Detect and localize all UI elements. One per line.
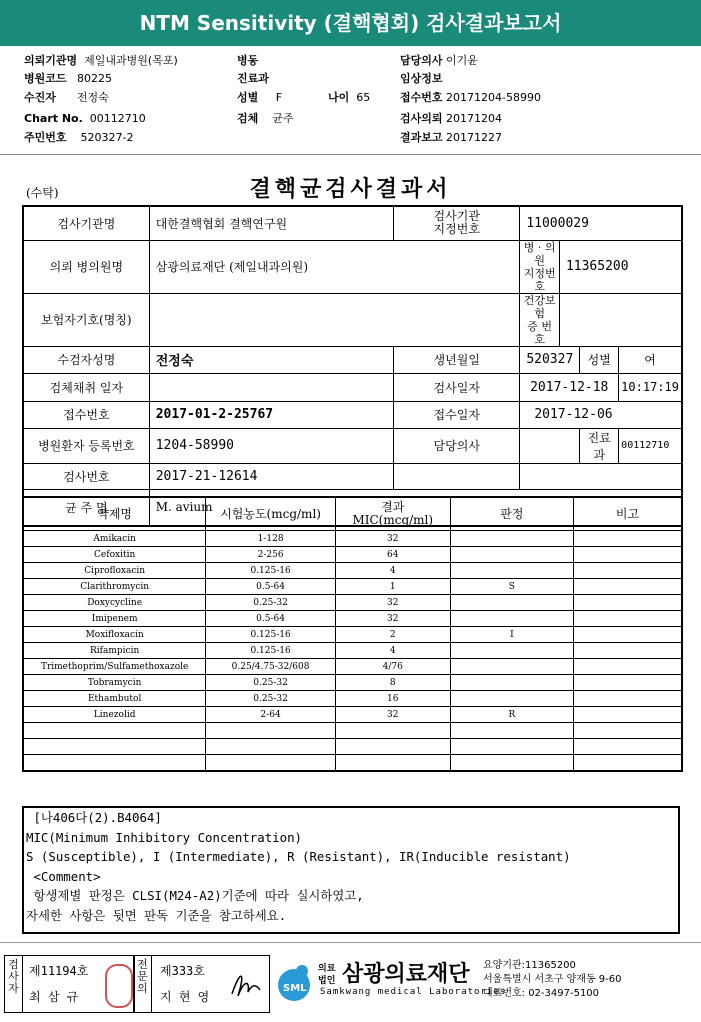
range-cell: 1-128	[206, 531, 336, 547]
sml-logo-icon	[274, 961, 314, 1001]
org-address: 서울특별시 서초구 양재동 9-60	[483, 974, 622, 985]
comment-line: [나406다(2).B4064]	[26, 810, 162, 825]
interp-cell	[450, 563, 573, 579]
collector-value: 전정숙	[76, 91, 109, 104]
drug-name-cell: Doxycycline	[23, 595, 206, 611]
drug-name-cell	[23, 755, 206, 772]
interp-cell: I	[450, 627, 573, 643]
range-cell: 0.125-16	[206, 563, 336, 579]
lab-name-value: 대한결핵협회 결핵연구원	[149, 206, 393, 240]
note-cell	[574, 659, 682, 675]
receipt-label: (수탁)	[26, 186, 59, 200]
table-row	[23, 723, 682, 739]
interp-cell: S	[450, 579, 573, 595]
drug-name-cell: Ethambutol	[23, 691, 206, 707]
request-header	[0, 52, 701, 152]
table-row	[23, 659, 682, 675]
rcv-no-label: 접수번호	[23, 401, 149, 428]
sex-label: 성별	[237, 91, 259, 104]
susceptibility-table	[22, 496, 683, 772]
request-date-value: 20171204	[446, 112, 503, 125]
range-cell: 2-64	[206, 707, 336, 723]
drug-name-cell: Trimethoprim/Sulfamethoxazole	[23, 659, 206, 675]
mic-cell: 1	[335, 579, 450, 595]
comment-line: MIC(Minimum Inhibitory Concentration)	[26, 829, 303, 845]
dept-label: 진료과	[237, 72, 269, 85]
mic-cell: 32	[335, 531, 450, 547]
interp-cell	[450, 531, 573, 547]
range-cell: 0.125-16	[206, 643, 336, 659]
strain-value: M. avium	[149, 489, 682, 526]
sml-logo-text: SML	[283, 983, 307, 994]
ref-hospital-value: 삼광의료재단 (제일내과의원)	[149, 240, 520, 293]
chart-no-value: 00112710	[89, 112, 146, 125]
note-cell	[574, 691, 682, 707]
doctor-label-report: 담당의사	[394, 428, 520, 463]
lab-no-value: 11000029	[520, 206, 682, 240]
sex-value-report: 여	[619, 346, 682, 373]
drug-name-cell: Tobramycin	[23, 675, 206, 691]
lab-name-label: 검사기관명	[23, 206, 149, 240]
patient-name-value: 전정숙	[149, 346, 393, 373]
lab-no-label: 검사기관 지정번호	[394, 206, 520, 240]
note-cell	[574, 707, 682, 723]
note-cell	[574, 595, 682, 611]
comment-box	[22, 806, 680, 934]
note-cell	[574, 579, 682, 595]
ward-label: 병동	[237, 54, 259, 67]
seal-icon	[105, 964, 133, 1008]
hospital-code-value: 80225	[77, 72, 113, 85]
age-value: 65	[356, 91, 371, 104]
note-cell	[574, 739, 682, 755]
table-row	[23, 755, 682, 772]
note-cell	[574, 611, 682, 627]
clinical-info-label: 임상정보	[400, 72, 443, 85]
drug-name-cell: Cefoxitin	[23, 547, 206, 563]
range-cell: 0.25/4.75-32/608	[206, 659, 336, 675]
comment-line: 항생제별 판정은 CLSI(M24-A2)기준에 따라 실시하였고,	[26, 888, 364, 903]
patient-name-label: 수검자성명	[23, 346, 149, 373]
signature-footer	[0, 942, 701, 1022]
reg-no-label: 병원환자 등록번호	[23, 428, 149, 463]
signature-icon	[226, 966, 266, 1002]
table-row	[23, 547, 682, 563]
table-row	[23, 595, 682, 611]
note-cell	[574, 627, 682, 643]
drug-name-cell: Moxifloxacin	[23, 627, 206, 643]
health-no-label: 건강보험 증 번 호	[520, 293, 560, 346]
note-cell	[574, 643, 682, 659]
examiner-license: 제11194호	[29, 964, 89, 978]
note-cell	[574, 547, 682, 563]
comment-line: S (Susceptible), I (Intermediate), R (Resistant), IR(Inducible resistant)	[26, 849, 571, 864]
rcv-no-value: 2017-01-2-25767	[149, 401, 393, 428]
org-type: 의료 법인	[318, 964, 336, 986]
mic-cell: 32	[335, 595, 450, 611]
mic-cell: 4	[335, 643, 450, 659]
range-cell	[206, 723, 336, 739]
test-date-label: 검사일자	[394, 373, 520, 401]
interp-cell	[450, 691, 573, 707]
mic-cell: 4/76	[335, 659, 450, 675]
interp-cell	[450, 723, 573, 739]
mic-cell	[335, 723, 450, 739]
org-english-name: Samkwang medical Laboratories	[320, 987, 507, 997]
insurer-label: 보험자기호(명칭)	[23, 293, 149, 346]
exam-no-label: 검사번호	[23, 463, 149, 489]
rrn-label: 주민번호	[24, 131, 67, 144]
note-cell	[574, 563, 682, 579]
examiner-label: 검사자	[5, 956, 23, 1012]
drug-name-cell: Ciprofloxacin	[23, 563, 206, 579]
note-cell	[574, 531, 682, 547]
sex-label-report: 성별	[580, 346, 619, 373]
col-mic-header: 결과 MIC(mcg/ml)	[335, 497, 450, 531]
report-info-table	[22, 205, 683, 527]
rrn-value: 520327-2	[80, 131, 134, 144]
range-cell: 0.125-16	[206, 627, 336, 643]
table-row	[23, 579, 682, 595]
rcv-date-value: 2017-12-06	[520, 401, 682, 428]
specialist-name: 지 현 영	[160, 990, 210, 1004]
dob-value: 520327	[520, 346, 580, 373]
age-label: 나이	[328, 91, 350, 104]
mic-cell: 2	[335, 627, 450, 643]
requester-value: 제일내과병원(목포)	[84, 54, 178, 67]
specialist-label: 전문의	[134, 956, 152, 1012]
accession-value: 20171204-58990	[446, 91, 541, 104]
table-row	[23, 675, 682, 691]
mic-cell: 32	[335, 707, 450, 723]
org-contact	[483, 959, 622, 1001]
org-name: 삼광의료재단	[342, 962, 470, 987]
interp-cell: R	[450, 707, 573, 723]
table-row	[23, 691, 682, 707]
comment-line: 자세한 사항은 뒷면 판독 기준을 참고하세요.	[26, 907, 287, 923]
col-interp-header: 판정	[450, 497, 573, 531]
reg-no-value: 1204-58990	[149, 428, 393, 463]
table-row	[23, 739, 682, 755]
dob-label: 생년월일	[394, 346, 520, 373]
doctor-label: 담당의사	[400, 54, 443, 67]
mic-cell	[335, 755, 450, 772]
range-cell: 2-256	[206, 547, 336, 563]
report-date-value: 20171227	[446, 131, 503, 144]
drug-name-cell	[23, 723, 206, 739]
dept-value-report: 00112710	[619, 428, 682, 463]
dept-label-report: 진료과	[580, 428, 619, 463]
interp-cell	[450, 739, 573, 755]
interp-cell	[450, 643, 573, 659]
range-cell: 0.5-64	[206, 579, 336, 595]
strain-label: 균 주 명	[23, 489, 149, 526]
mic-cell: 64	[335, 547, 450, 563]
range-cell	[206, 739, 336, 755]
report-date-label: 결과보고	[400, 131, 443, 144]
ref-no-value: 11365200	[559, 240, 682, 293]
note-cell	[574, 755, 682, 772]
table-row	[23, 643, 682, 659]
interp-cell	[450, 595, 573, 611]
mic-cell: 4	[335, 563, 450, 579]
table-row	[23, 611, 682, 627]
col-drug-header: 약제명	[23, 497, 206, 531]
doctor-value: 이기윤	[446, 54, 478, 67]
collect-date-label: 검체채취 일자	[23, 373, 149, 401]
comment-line: <Comment>	[26, 868, 101, 884]
drug-name-cell	[23, 739, 206, 755]
range-cell	[206, 755, 336, 772]
interp-cell	[450, 755, 573, 772]
examiner-box	[4, 955, 135, 1013]
rcv-date-label: 접수일자	[394, 401, 520, 428]
mic-cell: 8	[335, 675, 450, 691]
collector-label: 수진자	[24, 91, 56, 104]
requester-label: 의뢰기관명	[24, 54, 78, 67]
specialist-license: 제333호	[160, 964, 205, 978]
interp-cell	[450, 611, 573, 627]
col-note-header: 비고	[574, 497, 682, 531]
ref-hospital-label: 의뢰 병의원명	[23, 240, 149, 293]
drug-name-cell: Imipenem	[23, 611, 206, 627]
specialist-box	[133, 955, 270, 1013]
table-row	[23, 563, 682, 579]
report-banner-title: NTM Sensitivity (결핵협회) 검사결과보고서	[0, 0, 701, 46]
drug-name-cell: Linezolid	[23, 707, 206, 723]
ref-no-label: 병 · 의원 지정번호	[520, 240, 560, 293]
interp-cell	[450, 547, 573, 563]
range-cell: 0.25-32	[206, 691, 336, 707]
drug-name-cell: Rifampicin	[23, 643, 206, 659]
drug-name-cell: Clarithromycin	[23, 579, 206, 595]
specimen-label: 검체	[237, 112, 259, 125]
note-cell	[574, 675, 682, 691]
sex-value: F	[275, 91, 283, 104]
col-range-header: 시험농도(mcg/ml)	[206, 497, 336, 531]
chart-no-label: Chart No.	[24, 112, 83, 125]
mic-cell	[335, 739, 450, 755]
range-cell: 0.25-32	[206, 675, 336, 691]
mic-cell: 32	[335, 611, 450, 627]
table-row	[23, 627, 682, 643]
note-cell	[574, 723, 682, 739]
header-divider	[0, 154, 701, 155]
accession-label: 접수번호	[400, 91, 443, 104]
interp-cell	[450, 659, 573, 675]
hospital-code-label: 병원코드	[24, 72, 67, 85]
report-title: 결핵균검사결과서	[249, 176, 452, 202]
table-row	[23, 531, 682, 547]
test-date-value: 2017-12-18	[520, 373, 619, 401]
test-time-value: 10:17:19	[619, 373, 682, 401]
mic-cell: 16	[335, 691, 450, 707]
request-date-label: 검사의뢰	[400, 112, 443, 125]
exam-no-value: 2017-21-12614	[149, 463, 393, 489]
interp-cell	[450, 675, 573, 691]
table-row	[23, 707, 682, 723]
drug-name-cell: Amikacin	[23, 531, 206, 547]
range-cell: 0.25-32	[206, 595, 336, 611]
range-cell: 0.5-64	[206, 611, 336, 627]
org-code: 요양기관:11365200	[483, 960, 576, 971]
specimen-value: 균주	[272, 112, 294, 125]
examiner-name: 최 삼 규	[29, 990, 79, 1004]
org-phone: 대표번호: 02-3497-5100	[483, 988, 600, 999]
